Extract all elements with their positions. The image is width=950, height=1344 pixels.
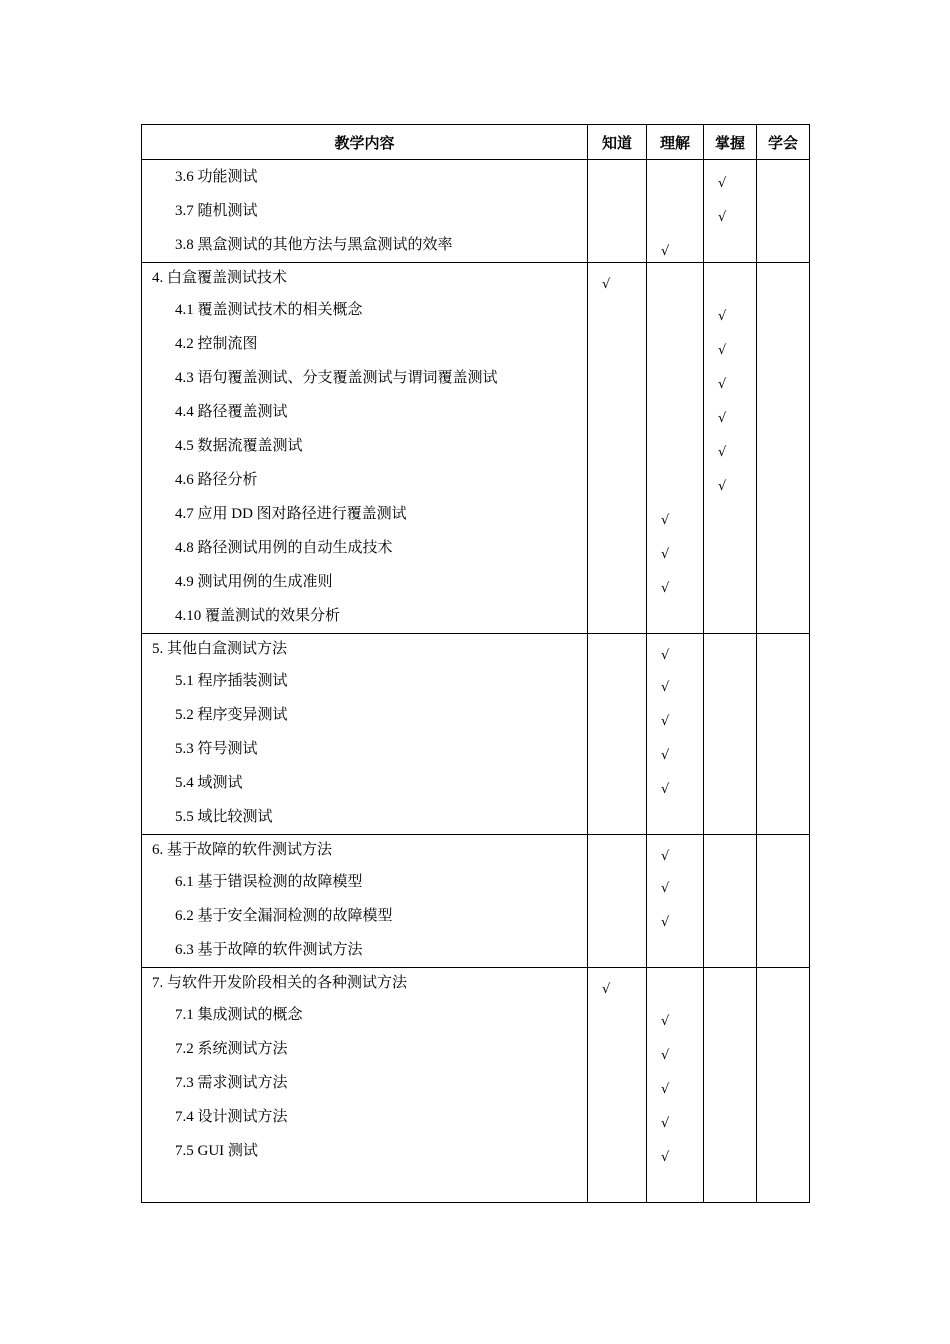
header-master: 掌握: [704, 125, 757, 160]
topic-item: 4.2 控制流图: [175, 336, 258, 352]
mark-cell-learn: [757, 160, 810, 263]
mark-cell-master: [704, 968, 757, 1203]
topic-item: 5.2 程序变异测试: [175, 707, 288, 723]
header-learn: 学会: [757, 125, 810, 160]
check-mark-icon: √: [602, 277, 611, 292]
check-mark-icon: √: [661, 547, 670, 562]
topic-item: 6.1 基于错误检测的故障模型: [175, 874, 363, 890]
topic-item: 7.2 系统测试方法: [175, 1041, 288, 1057]
check-mark-icon: √: [718, 210, 727, 225]
group-row: [142, 263, 810, 634]
topic-item: 7.4 设计测试方法: [175, 1109, 288, 1125]
mark-cell-understand: [647, 634, 704, 835]
topic-item: 3.8 黑盒测试的其他方法与黑盒测试的效率: [175, 237, 453, 253]
header-know: 知道: [588, 125, 647, 160]
topic-item: 6.3 基于故障的软件测试方法: [175, 942, 363, 958]
topic-item: 5.4 域测试: [175, 775, 243, 791]
check-mark-icon: √: [661, 748, 670, 763]
check-mark-icon: √: [661, 714, 670, 729]
table-body: [142, 160, 810, 1203]
mark-cell-learn: [757, 835, 810, 968]
topic-item: 4.6 路径分析: [175, 472, 258, 488]
check-mark-icon: √: [661, 849, 670, 864]
check-mark-icon: √: [718, 445, 727, 460]
check-mark-icon: √: [661, 915, 670, 930]
header-row: [142, 125, 810, 160]
group-content-cell: [142, 263, 588, 634]
check-mark-icon: √: [661, 1116, 670, 1131]
section-title: 4. 白盒覆盖测试技术: [152, 270, 288, 286]
check-mark-icon: √: [661, 881, 670, 896]
topic-item: 4.8 路径测试用例的自动生成技术: [175, 540, 393, 556]
check-mark-icon: √: [661, 680, 670, 695]
group-content-cell: [142, 160, 588, 263]
header-understand: 理解: [647, 125, 704, 160]
mark-cell-learn: [757, 263, 810, 634]
section-title: 5. 其他白盒测试方法: [152, 641, 288, 657]
check-mark-icon: √: [718, 411, 727, 426]
mark-cell-master: [704, 634, 757, 835]
topic-item: 7.3 需求测试方法: [175, 1075, 288, 1091]
topic-item: 4.10 覆盖测试的效果分析: [175, 608, 341, 624]
topic-item: 4.4 路径覆盖测试: [175, 404, 288, 420]
check-mark-icon: √: [602, 982, 611, 997]
mark-cell-understand: [647, 835, 704, 968]
topic-item: 4.7 应用 DD 图对路径进行覆盖测试: [175, 506, 407, 522]
check-mark-icon: √: [661, 581, 670, 596]
check-mark-icon: √: [661, 1048, 670, 1063]
mark-cell-master: [704, 835, 757, 968]
topic-item: 5.1 程序插装测试: [175, 673, 288, 689]
check-mark-icon: √: [661, 513, 670, 528]
mark-cell-learn: [757, 634, 810, 835]
check-mark-icon: √: [661, 244, 670, 259]
topic-item: 7.5 GUI 测试: [175, 1143, 258, 1159]
check-mark-icon: √: [661, 1150, 670, 1165]
topic-item: 5.3 符号测试: [175, 741, 258, 757]
topic-item: 4.5 数据流覆盖测试: [175, 438, 303, 454]
topic-item: 4.1 覆盖测试技术的相关概念: [175, 302, 363, 318]
check-mark-icon: √: [718, 176, 727, 191]
topic-item: 4.3 语句覆盖测试、分支覆盖测试与谓词覆盖测试: [175, 370, 498, 386]
mark-cell-know: [588, 160, 647, 263]
mark-cell-know: [588, 263, 647, 634]
group-content-cell: [142, 968, 588, 1203]
check-mark-icon: √: [718, 479, 727, 494]
mark-cell-master: [704, 263, 757, 634]
group-row: [142, 835, 810, 968]
group-row: [142, 634, 810, 835]
check-mark-icon: √: [661, 1014, 670, 1029]
group-content-cell: [142, 634, 588, 835]
group-row: [142, 968, 810, 1203]
mark-cell-know: [588, 968, 647, 1203]
topic-item: 7.1 集成测试的概念: [175, 1007, 303, 1023]
group-content-cell: [142, 835, 588, 968]
syllabus-table: [141, 124, 810, 1203]
topic-item: 5.5 域比较测试: [175, 809, 273, 825]
section-title: 7. 与软件开发阶段相关的各种测试方法: [152, 975, 408, 991]
mark-cell-understand: [647, 160, 704, 263]
section-title: 6. 基于故障的软件测试方法: [152, 842, 333, 858]
topic-item: 4.9 测试用例的生成准则: [175, 574, 333, 590]
mark-cell-learn: [757, 968, 810, 1203]
topic-item: 3.6 功能测试: [175, 169, 258, 185]
check-mark-icon: √: [718, 309, 727, 324]
check-mark-icon: √: [661, 648, 670, 663]
topic-item: 3.7 随机测试: [175, 203, 258, 219]
check-mark-icon: √: [661, 1082, 670, 1097]
mark-cell-understand: [647, 968, 704, 1203]
mark-cell-master: [704, 160, 757, 263]
topic-item: [142, 1168, 587, 1202]
check-mark-icon: √: [718, 377, 727, 392]
header-content: 教学内容: [142, 125, 588, 160]
mark-cell-understand: [647, 263, 704, 634]
topic-item: 6.2 基于安全漏洞检测的故障模型: [175, 908, 393, 924]
mark-cell-know: [588, 835, 647, 968]
group-row: [142, 160, 810, 263]
check-mark-icon: √: [718, 343, 727, 358]
check-mark-icon: √: [661, 782, 670, 797]
mark-cell-know: [588, 634, 647, 835]
